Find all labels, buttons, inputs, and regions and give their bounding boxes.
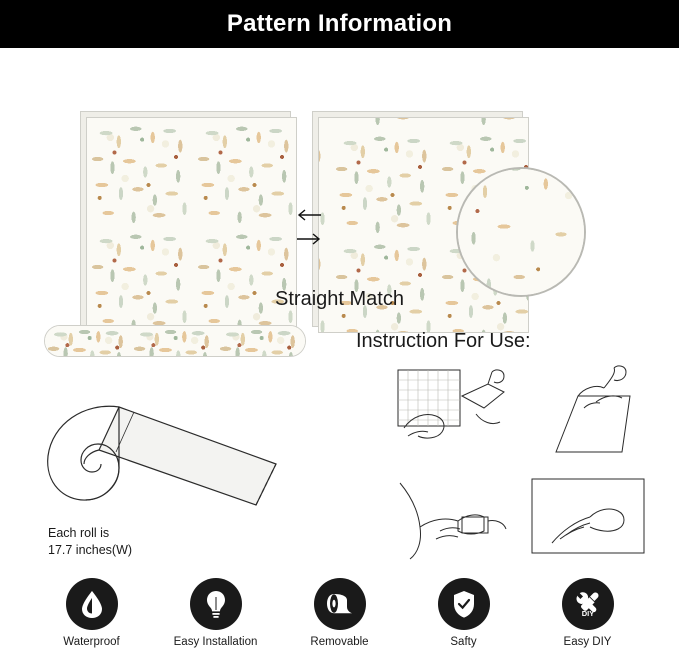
floral-pattern-zoomed [458, 169, 584, 295]
feature-label: Removable [310, 636, 369, 648]
roll-tape-icon [314, 578, 366, 630]
roll-caption-line-1: Each roll is [48, 526, 110, 540]
feature-label: Easy DIY [563, 636, 612, 648]
page-header [0, 0, 679, 48]
step-apply-panel [392, 469, 520, 570]
feature-safty [414, 578, 514, 671]
feature-removable [290, 578, 390, 671]
pattern-zoom-circle [456, 167, 586, 297]
shield-check-icon [438, 578, 490, 630]
feature-easy-installation [166, 578, 266, 671]
wrench-screwdriver-diy-icon [562, 578, 614, 630]
feature-label: Waterproof [63, 636, 120, 648]
step-peel-backing [526, 362, 654, 463]
water-drop-icon [66, 578, 118, 630]
feature-waterproof [42, 578, 142, 671]
match-type-caption: Straight Match [275, 288, 404, 310]
step-measure-and-cut [392, 362, 520, 463]
roll-caption-line-2: 17.7 inches(W) [48, 543, 133, 557]
match-direction-arrows [295, 205, 323, 251]
feature-easy-diy [538, 578, 638, 671]
roll-width-caption [48, 525, 268, 559]
svg-text:DIY: DIY [581, 609, 594, 618]
feature-label: Safty [450, 636, 477, 648]
step-smooth-surface [526, 469, 654, 570]
lightbulb-icon [190, 578, 242, 630]
feature-label: Easy Installation [173, 636, 258, 648]
pattern-match-illustration [0, 55, 679, 285]
page-title: Pattern Information [226, 10, 453, 37]
pattern-strip [44, 325, 306, 357]
floral-pattern-fill [45, 326, 305, 356]
instructions-title: Instruction For Use: [356, 330, 531, 352]
instructions-grid [392, 362, 654, 562]
feature-badges [0, 578, 679, 671]
